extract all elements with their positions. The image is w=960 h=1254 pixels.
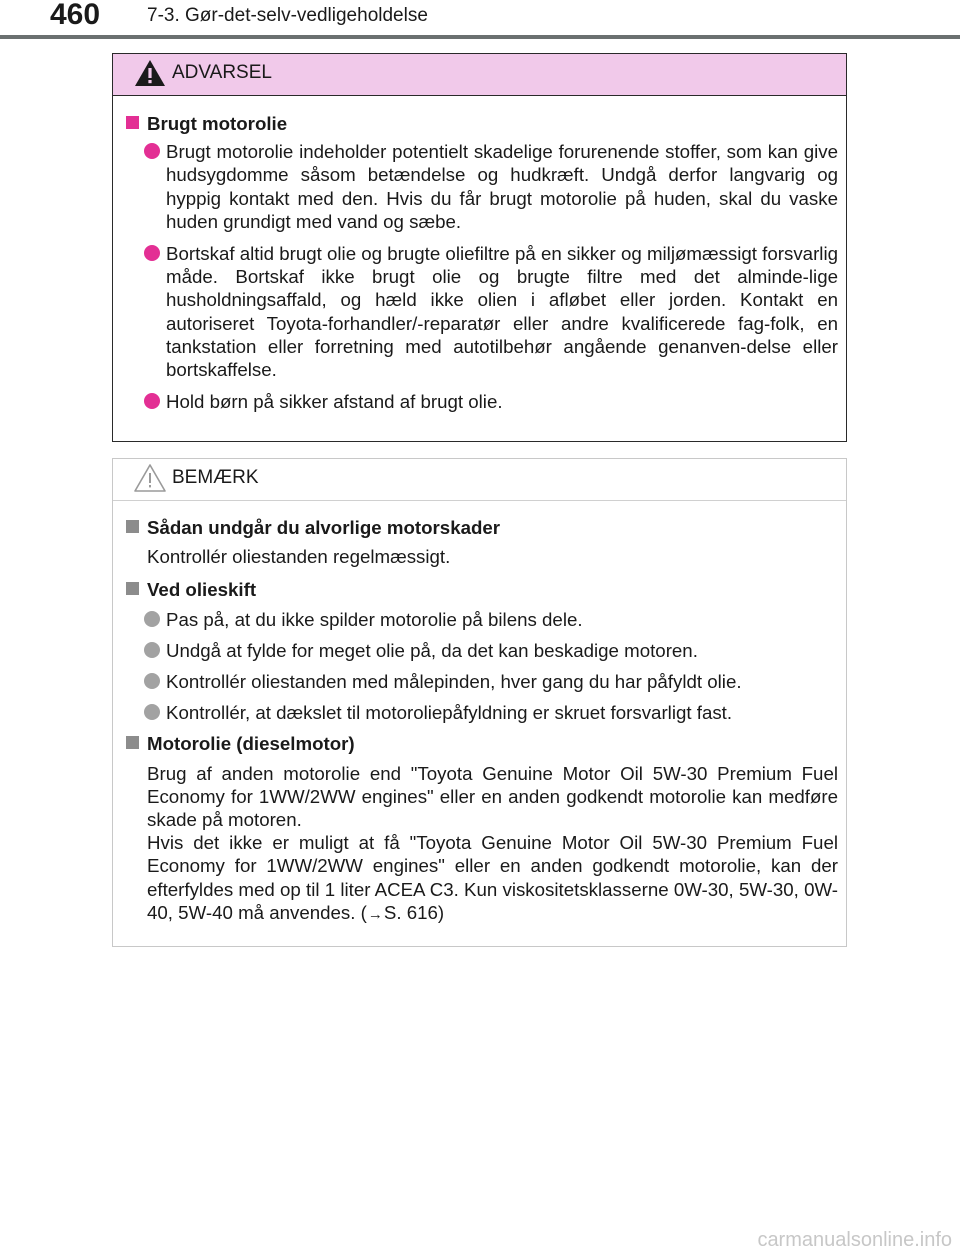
- notice-paragraph-text: Brug af anden motorolie end "Toyota Genuine Motor Oil 5W-30 Premium Fuel Economy for 1WW/2WW engines" eller en anden godkendt motorolie kan medføre skade på motoren.: [147, 762, 838, 831]
- warning-body: [113, 96, 846, 413]
- warning-bullet: [123, 140, 838, 233]
- notice-bullet: [123, 639, 838, 662]
- notice-paragraph-text-2: Hvis det ikke er muligt at få "Toyota Genuine Motor Oil 5W-30 Premium Fuel Economy for 1WW/2WW engines" eller en anden godkendt motorolie, kan der efterfyldes med op til 1 liter ACEA C3. Kun viskositetsklasserne 0W-30, 5W-30, 0W-40, 5W-40 må anvendes. (: [147, 832, 838, 923]
- circle-bullet-icon: [144, 245, 160, 261]
- watermark: carmanualsonline.info: [757, 1229, 952, 1251]
- square-bullet-icon: [126, 582, 139, 595]
- notice-body: [113, 501, 846, 926]
- warning-bullet-text: Bortskaf altid brugt olie og brugte oliefiltre på en sikker og miljømæssigt forsvarlig måde. Bortskaf ikke brugt olie og brugte filtre med det alminde-lige husholdningsaffald, og hæld ikke olien i afløbet eller jorden. Kontakt en autoriseret Toyota-forhandler/-reparatør eller andre kvalificerede fag-folk, en tankstation eller forretning med autotilbehør angående genanven-delse eller bortskaffelse.: [166, 243, 838, 381]
- square-bullet-icon: [126, 520, 139, 533]
- notice-paragraph: [123, 762, 838, 926]
- warning-heading-text: Brugt motorolie: [147, 113, 288, 134]
- circle-bullet-icon: [144, 393, 160, 409]
- notice-heading-text: Sådan undgår du alvorlige motorskader: [147, 517, 501, 538]
- notice-paragraph: Kontrollér oliestanden regelmæssigt.: [147, 546, 451, 568]
- caution-triangle-icon: [133, 462, 167, 494]
- page-header: [0, 0, 960, 40]
- notice-bullet-text: Pas på, at du ikke spilder motorolie på bilens dele.: [166, 608, 583, 630]
- notice-bullet-text: Kontrollér, at dækslet til motoroliepåfyldning er skruet forsvarligt fast.: [166, 702, 733, 724]
- warning-triangle-icon: [133, 57, 167, 89]
- page-number: 460: [50, 0, 101, 31]
- circle-bullet-icon: [144, 611, 160, 627]
- notice-heading: [123, 516, 838, 539]
- header-rule: [0, 35, 960, 39]
- notice-box: [112, 458, 847, 947]
- warning-heading: [123, 112, 838, 135]
- notice-bullet: [123, 670, 838, 693]
- warning-header: [113, 54, 846, 96]
- notice-bullet: [123, 608, 838, 631]
- notice-heading: [123, 578, 838, 601]
- notice-bullet: [123, 701, 838, 724]
- arrow-right-icon: →: [367, 905, 383, 923]
- notice-heading-text: Ved olieskift: [147, 579, 257, 601]
- notice-header: [113, 459, 846, 501]
- notice-bullet-text: Undgå at fylde for meget olie på, da det kan beskadige motoren.: [166, 639, 698, 661]
- notice-heading: [123, 732, 838, 755]
- notice-bullet-text: Kontrollér oliestanden med målepinden, hver gang du har påfyldt olie.: [166, 671, 742, 693]
- page-reference-link[interactable]: S. 616): [383, 901, 445, 923]
- square-bullet-icon: [126, 736, 139, 749]
- warning-bullet: [123, 390, 838, 413]
- circle-bullet-icon: [144, 673, 160, 689]
- notice-heading-text: Motorolie (dieselmotor): [147, 733, 355, 755]
- circle-bullet-icon: [144, 704, 160, 720]
- warning-bullet: [123, 242, 838, 381]
- warning-box: [112, 53, 847, 442]
- square-bullet-icon: [126, 116, 139, 129]
- notice-label: BEMÆRK: [172, 467, 259, 488]
- warning-bullet-text: Hold børn på sikker afstand af brugt olie.: [166, 391, 503, 413]
- circle-bullet-icon: [144, 143, 160, 159]
- section-title: 7-3. Gør-det-selv-vedligeholdelse: [147, 5, 428, 26]
- warning-label: ADVARSEL: [172, 62, 272, 83]
- warning-bullet-text: Brugt motorolie indeholder potentielt skadelige forurenende stoffer, som kan give hudsygdomme såsom betændelse og hudkræft. Undgå derfor langvarig og hyppig kontakt med den. Hvis du får brugt motorolie på huden, skal du vaske huden grundigt med vand og sæbe.: [166, 141, 838, 232]
- circle-bullet-icon: [144, 642, 160, 658]
- notice-paragraph-text: [147, 831, 838, 926]
